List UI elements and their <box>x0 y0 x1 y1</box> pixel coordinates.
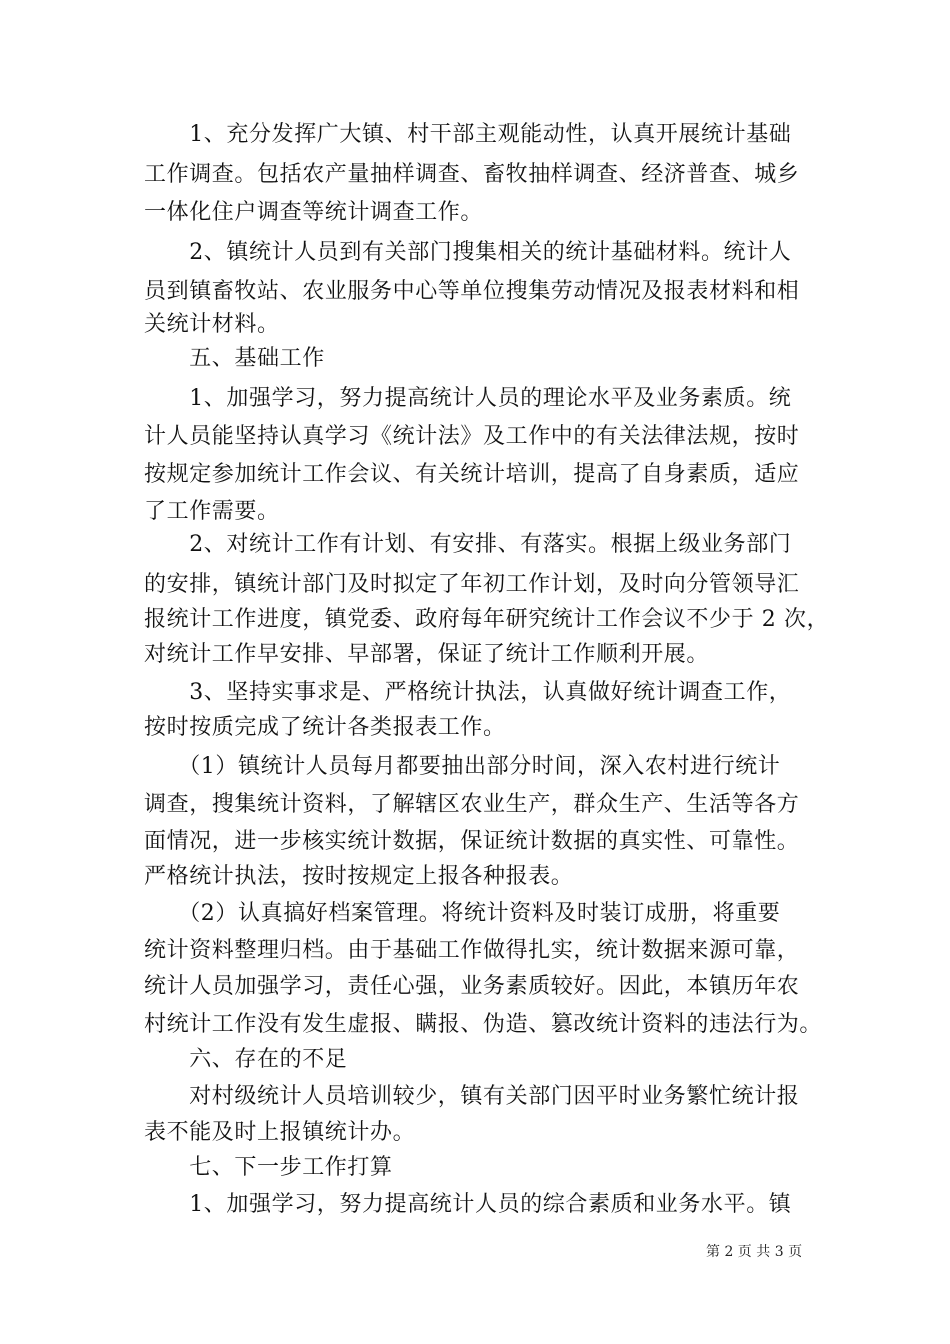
text-line: 2、镇统计人员到有关部门搜集相关的统计基础材料。统计人 <box>144 240 792 265</box>
text-line: 1、充分发挥广大镇、村干部主观能动性，认真开展统计基础 <box>144 122 792 147</box>
section-heading: 六、存在的不足 <box>144 1047 348 1072</box>
text-line: 面情况，进一步核实统计数据，保证统计数据的真实性、可靠性。 <box>144 829 800 854</box>
text-line: 按规定参加统计工作会议、有关统计培训，提高了自身素质，适应 <box>144 462 800 487</box>
text-line: 表不能及时上报镇统计办。 <box>144 1120 416 1145</box>
text-line: 的安排，镇统计部门及时拟定了年初工作计划，及时向分管领导汇 <box>144 572 800 597</box>
text-line: 报统计工作进度，镇党委、政府每年研究统计工作会议不少于 2 次， <box>144 607 830 632</box>
text-line: 统计资料整理归档。由于基础工作做得扎实，统计数据来源可靠， <box>144 938 800 963</box>
text-line: 调查，搜集统计资料，了解辖区农业生产，群众生产、生活等各方 <box>144 792 800 817</box>
text-line: 工作调查。包括农产量抽样调查、畜牧抽样调查、经济普查、城乡 <box>144 162 800 187</box>
text-line: 按时按质完成了统计各类报表工作。 <box>144 715 506 740</box>
text-line: 计人员能坚持认真学习《统计法》及工作中的有关法律法规，按时 <box>144 424 800 449</box>
section-heading: 五、基础工作 <box>144 346 325 371</box>
text-line: 3、坚持实事求是、严格统计执法，认真做好统计调查工作， <box>144 680 792 705</box>
text-line: 员到镇畜牧站、农业服务中心等单位搜集劳动情况及报表材料和相 <box>144 279 800 304</box>
text-line: （2）认真搞好档案管理。将统计资料及时装订成册，将重要 <box>144 901 781 926</box>
text-line: 村统计工作没有发生虚报、瞒报、伪造、篡改统计资料的违法行为。 <box>144 1012 823 1037</box>
text-line: 关统计材料。 <box>144 312 280 337</box>
text-line: 对村级统计人员培训较少，镇有关部门因平时业务繁忙统计报 <box>144 1084 800 1109</box>
text-line: 统计人员加强学习，责任心强，业务素质较好。因此，本镇历年农 <box>144 974 800 999</box>
text-line: 严格统计执法，按时按规定上报各种报表。 <box>144 864 574 889</box>
text-line: 一体化住户调查等统计调查工作。 <box>144 200 484 225</box>
text-line: 1、加强学习，努力提高统计人员的综合素质和业务水平。镇 <box>144 1192 792 1217</box>
page-number: 第 2 页 共 3 页 <box>706 1244 803 1260</box>
section-heading: 七、下一步工作打算 <box>144 1155 393 1180</box>
text-line: （1）镇统计人员每月都要抽出部分时间，深入农村进行统计 <box>144 754 781 779</box>
text-line: 了工作需要。 <box>144 499 280 524</box>
text-line: 对统计工作早安排、早部署，保证了统计工作顺利开展。 <box>144 642 710 667</box>
text-line: 2、对统计工作有计划、有安排、有落实。根据上级业务部门 <box>144 532 792 557</box>
text-line: 1、加强学习，努力提高统计人员的理论水平及业务素质。统 <box>144 386 792 411</box>
